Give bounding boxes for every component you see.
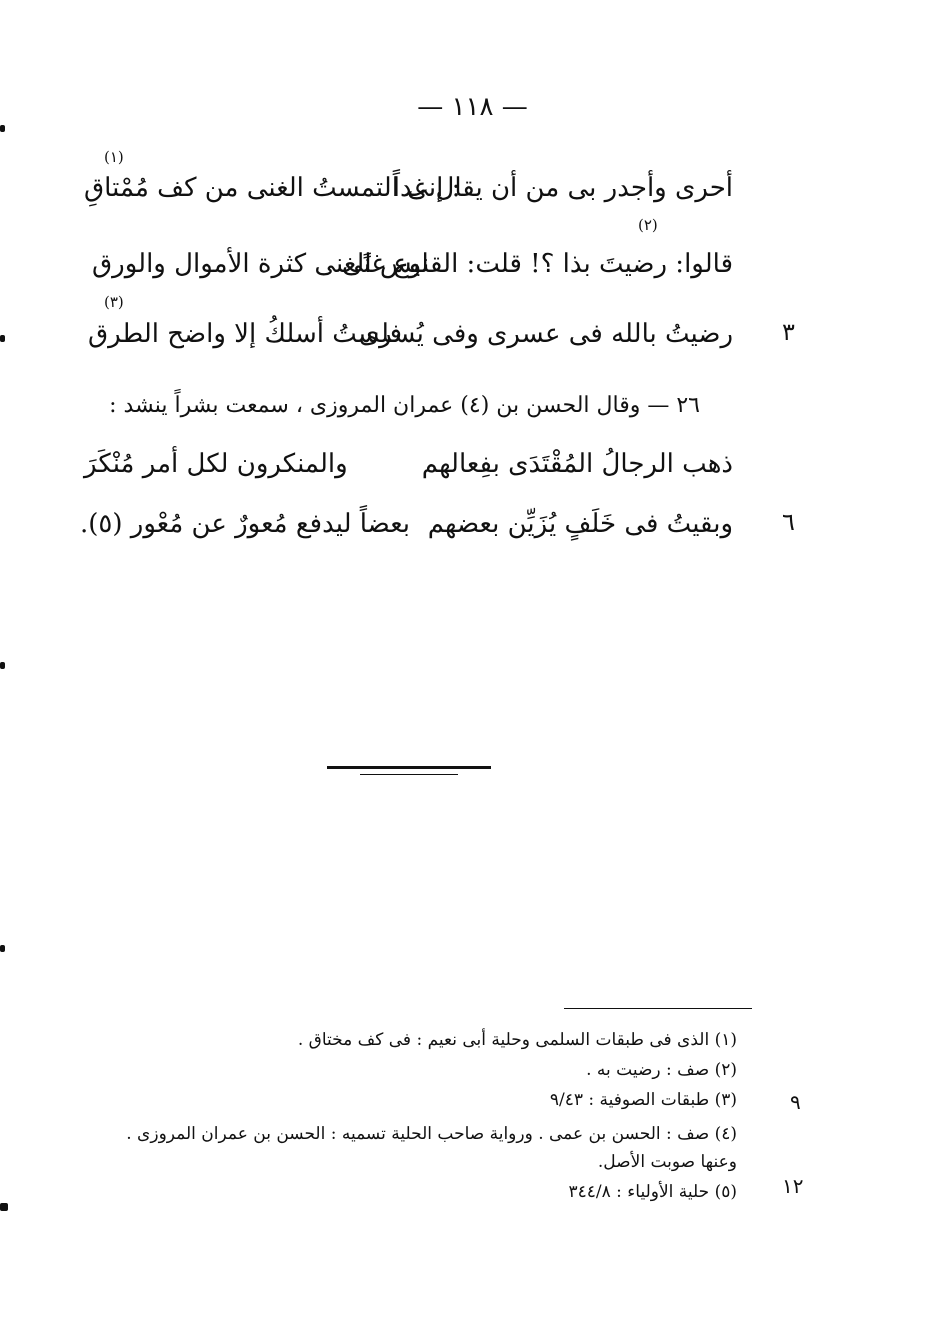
verse-4-first-hemistich: ذهب الرجالُ المُقْتَدَى بفِعالهم [421,449,733,479]
verse-1-first-hemistich: أحرى وأجدر بى من أن يقال غداً [392,173,733,203]
verse-5-first-hemistich: وبقيتُ فى خَلَفٍ يُزَيِّن بعضهم [427,509,733,539]
footnote-3: (٣) طبقات الصوفية : ٩/٤٣ [549,1090,737,1110]
footnote-marker-3: (٣) [104,293,124,311]
footnote-marker-2: (٢) [638,216,658,234]
line-number-6: ٦ [782,508,795,536]
footnote-marker-1: (١) [104,148,124,166]
verse-5-second-hemistich: بعضاً ليدفع مُعورٌ عن مُعْور (٥). [80,509,411,539]
footnote-5: (٥) حلية الأولياء : ٣٤٤/٨ [568,1182,737,1202]
footnote-2: (٢) صف : رضيت به . [586,1060,737,1080]
end-ornament-rule-short [360,774,458,775]
line-number-12: ١٢ [782,1174,804,1198]
scan-edge-mark [0,945,5,952]
line-number-3: ٣ [782,318,795,346]
scan-edge-mark [0,335,5,342]
footnote-separator [564,1008,752,1009]
verse-3-second-hemistich: فلستُ أسلكُ إلا واضح الطرق [88,319,403,349]
section-heading: ٢٦ — وقال الحسن بن (٤) عمران المروزى ، سمعت بشراً ينشد : [109,393,700,418]
verse-2-first-hemistich: قالوا: رضيتَ بذا ؟! قلت: القنوع غنًى [341,249,733,279]
scan-edge-mark [0,1203,8,1211]
verse-1-second-hemistich: : إنى التمستُ الغنى من كف مُمْتاقِ [84,173,461,203]
page-number: — ١١٨ — [417,92,528,122]
verse-4-second-hemistich: والمنكرون لكل أمر مُنْكَرَ [84,449,348,479]
footnote-4-continued: وعنها صوبت الأصل. [597,1152,737,1172]
end-ornament-rule [327,766,491,769]
verse-3-first-hemistich: رضيتُ بالله فى عسرى وفى يُسرى [358,319,733,349]
line-number-9: ٩ [790,1090,801,1114]
scan-edge-mark [0,125,5,132]
footnote-4: (٤) صف : الحسن بن عمى . ورواية صاحب الحلية تسميه : الحسن بن عمران المروزى . [126,1124,737,1144]
footnote-1: (١) الذى فى طبقات السلمى وحلية أبى نعيم : فى كف مختاق . [297,1030,737,1050]
verse-2-second-hemistich: ليس الغنى كثرة الأموال والورق [92,249,429,279]
scan-edge-mark [0,662,5,669]
